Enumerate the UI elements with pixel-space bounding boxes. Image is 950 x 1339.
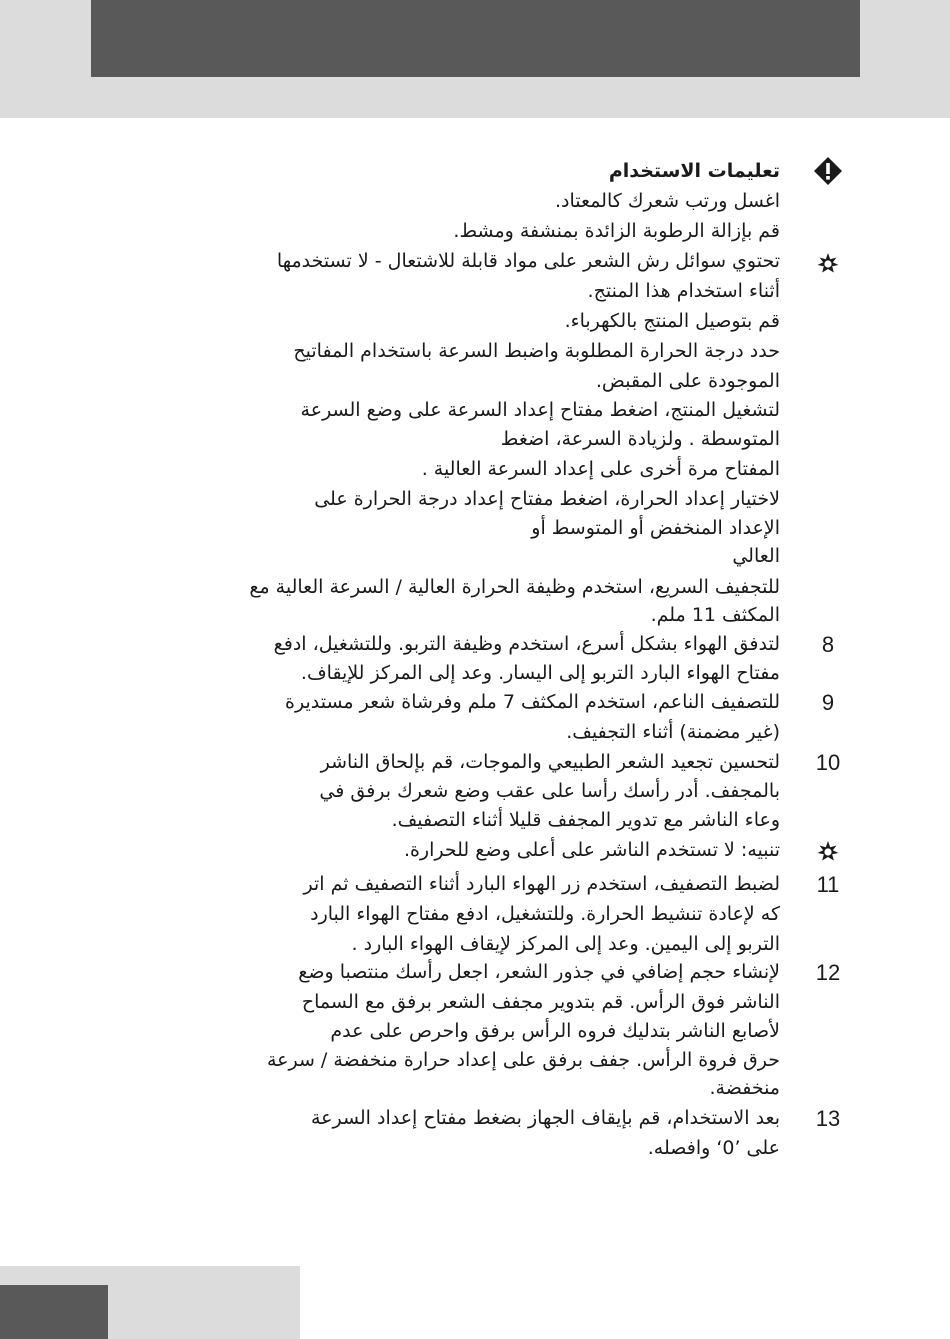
header-bar [91, 0, 860, 77]
line-19: (غير مضمنة) أثناء التجفيف. [566, 721, 780, 743]
step-number-11: 11 [816, 872, 840, 897]
step-number-9: 9 [821, 690, 835, 715]
line-15: المكثف 11 ملم. [650, 604, 780, 626]
line-17: مفتاح الهواء البارد التربو إلى اليسار. وعد إلى المركز للإيقاف. [300, 662, 780, 684]
line-21: بالمجفف. أدر رأسك رأسا على عقب وضع شعرك برفق في [319, 780, 780, 802]
line-29: لأصابع الناشر بتدليك فروه الرأس برفق واحرص على عدم [330, 1020, 780, 1042]
line-18: للتصفيف الناعم، استخدم المكثف 7 ملم وفرشاة شعر مستديرة [285, 691, 780, 713]
line-4: أثناء استخدام هذا المنتج. [587, 280, 780, 302]
line-14: للتجفيف السريع، استخدم وظيفة الحرارة العالية / السرعة العالية مع [249, 576, 780, 598]
line-23: تنبيه: لا تستخدم الناشر على أعلى وضع للحرارة. [403, 839, 780, 861]
instructions-heading: تعليمات الاستخدام [608, 160, 780, 182]
line-20: لتحسين تجعيد الشعر الطبيعي والموجات، قم بإلحاق الناشر [320, 751, 780, 773]
line-6: حدد درجة الحرارة المطلوبة واضبط السرعة باستخدام المفاتيح [293, 340, 780, 362]
line-3: تحتوي سوائل رش الشعر على مواد قابلة للاشتعال - لا تستخدمها [276, 250, 780, 272]
line-30: حرق فروة الرأس. جفف برفق على إعداد حرارة منخفضة / سرعة [266, 1049, 780, 1071]
caution-star-icon [808, 252, 848, 276]
line-7: الموجودة على المقبض. [595, 370, 780, 392]
step-number-12: 12 [815, 960, 841, 985]
line-27: لإنشاء حجم إضافي في جذور الشعر، اجعل رأسك منتصبا وضع [298, 961, 780, 983]
step-number-8: 8 [821, 632, 835, 657]
line-31: منخفضة. [709, 1077, 780, 1099]
line-12: الإعداد المنخفض أو المتوسط أو [531, 517, 780, 539]
line-32: بعد الاستخدام، قم بإيقاف الجهاز بضغط مفتاح إعداد السرعة [310, 1107, 780, 1129]
line-1: اغسل ورتب شعرك كالمعتاد. [555, 190, 780, 212]
line-11: لاختيار إعداد الحرارة، اضغط مفتاح إعداد درجة الحرارة على [314, 488, 780, 510]
step-number-13: 13 [815, 1106, 841, 1131]
page-tab [0, 1285, 108, 1339]
step-number-10: 10 [815, 750, 841, 775]
line-22: وعاء الناشر مع تدوير المجفف قليلا أثناء التصفيف. [391, 809, 780, 831]
line-33: على ’0‘ وافصله. [647, 1137, 780, 1159]
line-28: الناشر فوق الرأس. قم بتدوير مجفف الشعر برفق مع السماح [301, 991, 780, 1013]
line-16: لتدفق الهواء بشكل أسرع، استخدم وظيفة التربو. وللتشغيل، ادفع [273, 633, 780, 655]
line-5: قم بتوصيل المنتج بالكهرباء. [564, 310, 780, 332]
line-8: لتشغيل المنتج، اضغط مفتاح إعداد السرعة على وضع السرعة [300, 399, 780, 421]
line-2: قم بإزالة الرطوبة الزائدة بمنشفة ومشط. [453, 220, 780, 242]
line-25: كه لإعادة تنشيط الحرارة. وللتشغيل، ادفع مفتاح الهواء البارد [310, 903, 780, 925]
line-24: لضبط التصفيف، استخدم زر الهواء البارد أثناء التصفيف ثم اتر [303, 873, 780, 895]
caution-star-icon-2 [808, 840, 848, 864]
line-9: المتوسطة . ولزيادة السرعة، اضغط [500, 428, 780, 450]
line-10: المفتاح مرة أخرى على إعداد السرعة العالية . [421, 458, 780, 480]
warning-icon [808, 156, 848, 186]
line-26: التربو إلى اليمين. وعد إلى المركز لإيقاف الهواء البارد . [351, 933, 780, 955]
line-13: العالي [732, 545, 780, 567]
